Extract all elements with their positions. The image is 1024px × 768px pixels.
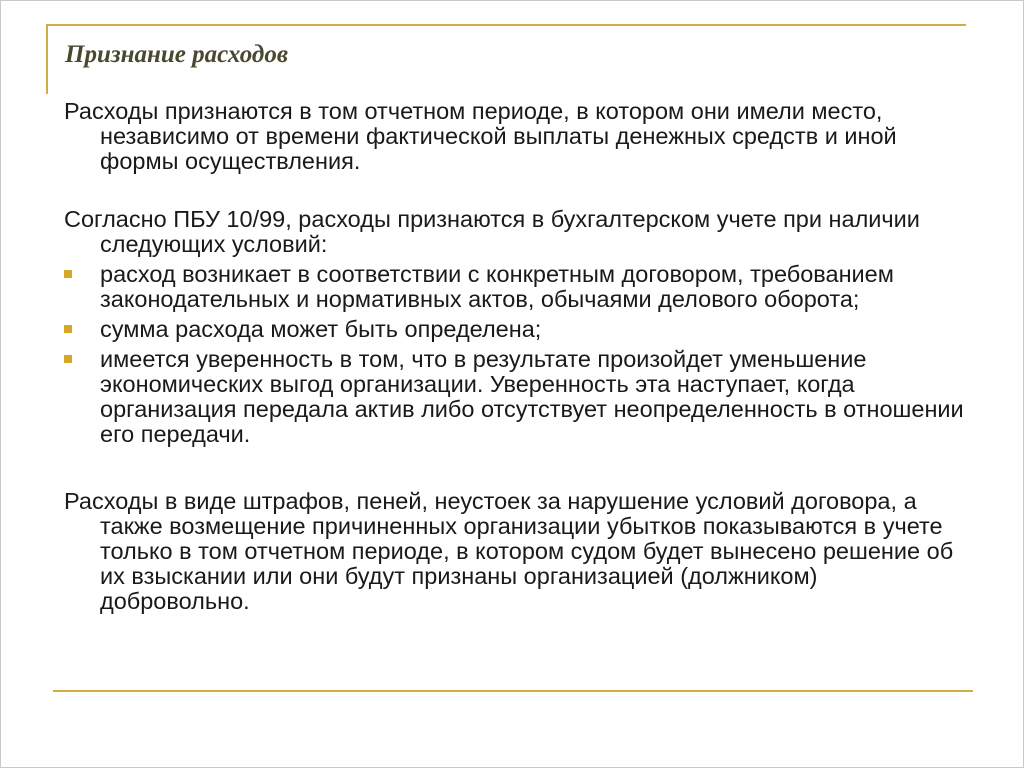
list-item-text: сумма расхода может быть определена; xyxy=(100,316,542,342)
list-item xyxy=(64,347,964,447)
top-accent-line xyxy=(46,24,966,26)
conditions-list xyxy=(64,262,964,447)
slide-body xyxy=(64,99,964,614)
square-bullet-icon xyxy=(64,355,72,363)
slide-title: Признание расходов xyxy=(65,41,288,68)
list-item xyxy=(64,317,964,342)
bottom-accent-line xyxy=(53,690,973,692)
list-item xyxy=(64,262,964,312)
list-item-text: имеется уверенность в том, что в результате произойдет уменьшение экономических выгод организации. Уверенность эта наступает, когда организация передала актив либо отсутствует неопределенность в отношении его передачи. xyxy=(100,346,964,447)
square-bullet-icon xyxy=(64,270,72,278)
paragraph-pbu-conditions: Согласно ПБУ 10/99, расходы признаются в бухгалтерском учете при наличии следующих условий: xyxy=(64,206,920,257)
paragraph-recognition-period: Расходы признаются в том отчетном периоде, в котором они имели место, независимо от времени фактической выплаты денежных средств и иной формы осуществления. xyxy=(64,98,897,174)
list-item-text: расход возникает в соответствии с конкретным договором, требованием законодательных и нормативных актов, обычаями делового оборота; xyxy=(100,261,894,312)
paragraph-penalties: Расходы в виде штрафов, пеней, неустоек за нарушение условий договора, а также возмещение причиненных организации убытков показываются в учете только в том отчетном периоде, в котором судом будет вынесено решение об их взыскании или они будут признаны организацией (должником) добровольно. xyxy=(64,488,954,614)
left-accent-line xyxy=(46,24,48,94)
square-bullet-icon xyxy=(64,325,72,333)
